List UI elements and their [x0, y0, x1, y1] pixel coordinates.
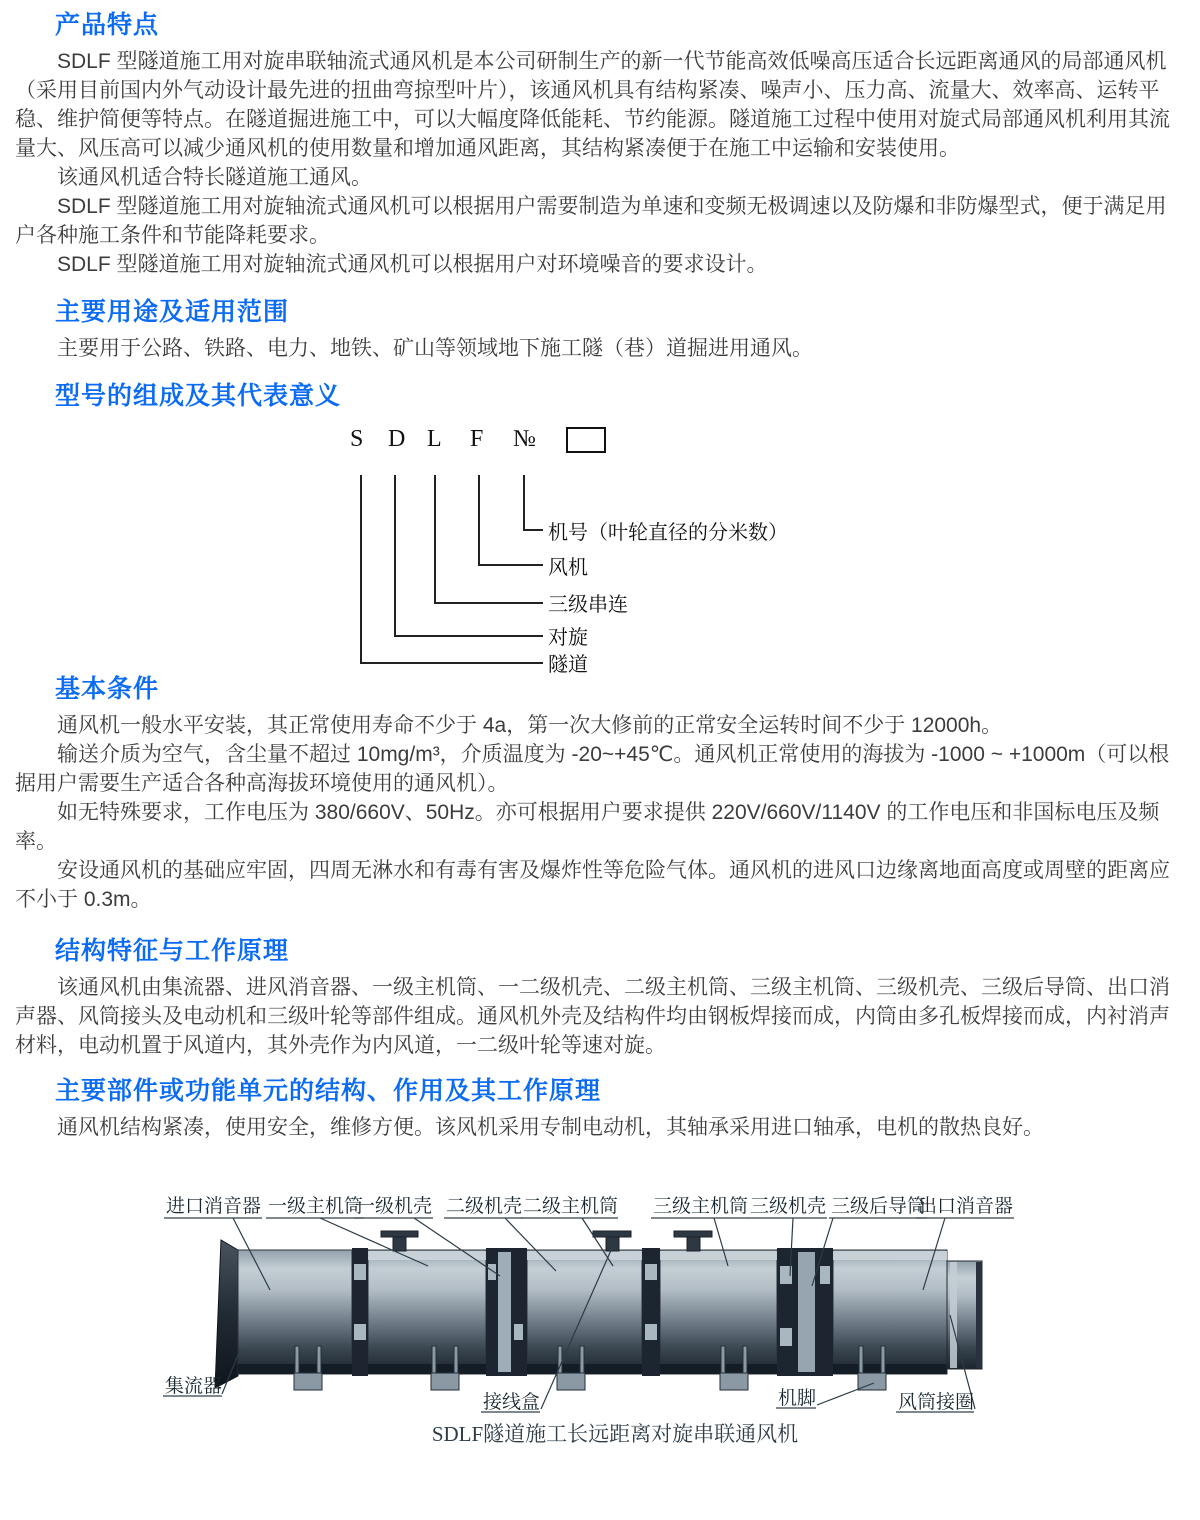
- model-meaning-size: 机号（叶轮直径的分米数）: [548, 522, 788, 544]
- paragraph: 通风机结构紧凑，使用安全，维修方便。该风机采用专制电动机，其轴承采用进口轴承，电机的散热良好。: [57, 1116, 1044, 1139]
- figure-caption: SDLF隧道施工长远距离对旋串联通风机: [431, 1422, 799, 1446]
- junction-box-fittings: [381, 1231, 712, 1251]
- model-line-series-h: [434, 602, 543, 604]
- heading-main-usage: 主要用途及适用范围: [55, 298, 290, 326]
- label-stage3-rear-guide: 三级后导筒: [831, 1196, 927, 1217]
- label-collector: 集流器: [165, 1376, 223, 1397]
- model-code-diagram: [15, 418, 1185, 676]
- model-line-counter: [394, 475, 396, 637]
- model-meaning-fan: 风机: [548, 557, 588, 579]
- label-stage2-casing: 二级机壳: [446, 1196, 523, 1217]
- label-inlet-silencer: 进口消音器: [166, 1196, 262, 1217]
- duct-ring: [947, 1261, 982, 1369]
- paragraph: 通风机一般水平安装，其正常使用寿命不少于 4a，第一次大修前的正常安全运转时间不少于 12000h。: [57, 714, 1003, 737]
- product-document: [0, 10, 1200, 1473]
- model-meaning-counter: 对旋: [548, 627, 588, 649]
- heading-main-components: 主要部件或功能单元的结构、作用及其工作原理: [55, 1077, 602, 1105]
- fan-assembly-drawing: [15, 1178, 1185, 1468]
- model-line-counter-h: [394, 635, 543, 637]
- label-stage3-casing: 三级机壳: [750, 1196, 827, 1217]
- paragraph: SDLF 型隧道施工用对旋轴流式通风机可以根据用户需要制造为单速和变频无极调速以及防爆和非防爆型式，便于满足用户各种施工条件和节能降耗要求。: [15, 195, 1167, 247]
- model-letter-no: №: [513, 426, 536, 452]
- model-meaning-tunnel: 隧道: [548, 654, 588, 676]
- label-stage2-main-cylinder: 二级主机筒: [523, 1196, 619, 1217]
- paragraph: 主要用于公路、铁路、电力、地铁、矿山等领域地下施工隧（巷）道掘进用通风。: [57, 337, 813, 360]
- paragraph: 安设通风机的基础应牢固，四周无淋水和有毒有害及爆炸性等危险气体。通风机的进风口边缘离地面高度或周壁的距离应不小于 0.3m。: [15, 859, 1170, 911]
- segment-bottom-shadow: [238, 1364, 947, 1374]
- label-junction-box: 接线盒: [483, 1392, 541, 1413]
- paragraph: SDLF 型隧道施工用对旋串联轴流式通风机是本公司研制生产的新一代节能高效低噪高压适合长远距离通风的局部通风机（采用目前国内外气动设计最先进的扭曲弯掠型叶片），该通风机具有结构紧凑、噪声小、压力高、流量大、效率高、运转平稳、维护简便等特点。在隧道掘进施工中，可以大幅度降低能耗、节约能源。隧道施工过程中使用对旋式局部通风机利用其流量大、风压高可以减少通风机的使用数量和增加通风距离，其结构紧凑便于在施工中运输和安装使用。: [15, 50, 1170, 160]
- model-letter-s: S: [350, 426, 364, 452]
- label-duct-ring: 风筒接圈: [898, 1392, 975, 1413]
- label-stage1-casing: 一级机壳: [356, 1196, 433, 1217]
- label-stage1-main-cylinder: 一级主机筒: [268, 1196, 364, 1217]
- heading-basic-conditions: 基本条件: [55, 675, 160, 703]
- paragraph: 该通风机适合特长隧道施工通风。: [57, 166, 372, 189]
- fan-segments: [238, 1250, 947, 1374]
- segment-stage3: [660, 1250, 777, 1374]
- label-outlet-silencer: 出口消音器: [918, 1196, 1014, 1217]
- model-number-box: [566, 427, 606, 453]
- model-letter-d: D: [388, 426, 406, 452]
- paragraph: 该通风机由集流器、进风消音器、一级主机筒、一二级机壳、二级主机筒、三级主机筒、三级机壳、三级后导筒、出口消声器、风筒接头及电动机和三级叶轮等部件组成。通风机外壳及结构件均由钢板焊接而成，内筒由多孔板焊接而成，内衬消声材料，电动机置于风道内，其外壳作为内风道，一二级叶轮等速对旋。: [15, 976, 1170, 1057]
- paragraph: 如无特殊要求，工作电压为 380/660V、50Hz。亦可根据用户要求提供 220V/660V/1140V 的工作电压和非国标电压及频率。: [15, 801, 1160, 853]
- model-line-tunnel-h: [360, 662, 543, 664]
- model-line-size-h: [523, 529, 543, 531]
- fan-top-labels: [166, 1195, 1013, 1217]
- fan-assembly-figure: [15, 1178, 1185, 1473]
- model-letter-f: F: [470, 426, 484, 452]
- heading-structure-principle: 结构特征与工作原理: [55, 937, 290, 965]
- segment-stage1: [368, 1250, 486, 1374]
- label-machine-foot: 机脚: [778, 1388, 817, 1409]
- heading-product-features: 产品特点: [55, 11, 160, 39]
- collector-bell: [215, 1240, 238, 1388]
- model-meaning-series: 三级串连: [548, 594, 628, 616]
- paragraph: 输送介质为空气，含尘量不超过 10mg/m³，介质温度为 -20~+45℃。通风机正常使用的海拔为 -1000 ~ +1000m（可以根据用户需要生产适合各种高海拔环境使用的通风机）。: [15, 743, 1170, 795]
- model-line-fan-h: [478, 564, 543, 566]
- paragraph: SDLF 型隧道施工用对旋轴流式通风机可以根据用户对环境噪音的要求设计。: [57, 253, 768, 276]
- model-line-fan: [478, 475, 480, 566]
- model-letter-l: L: [427, 426, 442, 452]
- model-line-size: [523, 475, 525, 531]
- heading-model-composition: 型号的组成及其代表意义: [55, 382, 342, 410]
- model-line-series: [434, 475, 436, 604]
- model-line-tunnel: [360, 475, 362, 664]
- label-stage3-main-cylinder: 三级主机筒: [653, 1196, 749, 1217]
